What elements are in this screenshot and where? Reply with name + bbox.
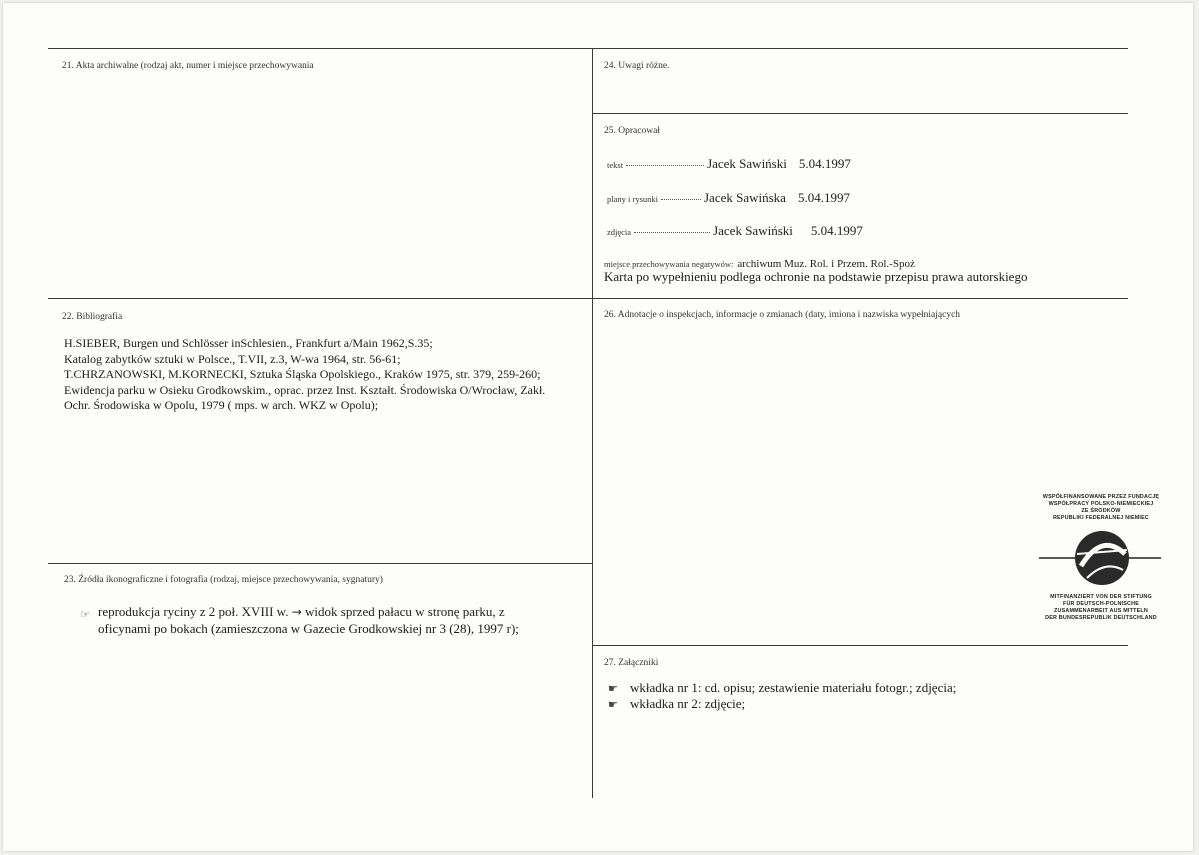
stamp-text-pl: WSPÓŁPRACY POLSKO-NIEMIECKIEJ <box>1048 501 1154 507</box>
author-name: Jacek Sawiński <box>713 223 793 238</box>
author-row-photos <box>607 222 863 240</box>
bibliography-line: T.CHRZANOWSKI, M.KORNECKI, Sztuka Śląska Opolskiego., Kraków 1975, str. 379, 259-260; <box>64 367 541 381</box>
hand-bullet-icon: ☛ <box>608 682 618 695</box>
iconography-line-1 <box>98 604 505 620</box>
stamp-text-pl: WSPÓŁFINANSOWANE PRZEZ FUNDACJĘ <box>1042 494 1160 500</box>
line-below-24 <box>592 113 1128 114</box>
stamp-text-de: MITFINANZIERT VON DER STIFTUNG <box>1050 594 1152 600</box>
stamp-text-pl: ZE ŚRODKÓW <box>1081 508 1121 514</box>
bibliography-list <box>64 336 545 414</box>
hand-bullet-icon: ☛ <box>608 698 618 711</box>
field-label: plany i rysunki <box>607 194 658 204</box>
section-26-label: 26. Adnotacje o inspekcjach, informacje o zmianach (daty, imiona i nazwiska wypełniających <box>604 310 961 320</box>
stamp-text-de: ZUSAMMENARBEIT AUS MITTELN <box>1054 608 1148 614</box>
arrow-right-icon: → <box>291 605 302 619</box>
author-name: Jacek Sawińska <box>704 190 786 205</box>
author-name: Jacek Sawiński <box>707 156 787 171</box>
section-23-label: 23. Źródła ikonograficzne i fotografia (rodzaj, miejsce przechowywania, sygnatury) <box>64 575 383 585</box>
center-divider-line <box>592 48 593 798</box>
hand-bullet-icon: ☞ <box>80 608 90 621</box>
field-label: tekst <box>607 160 624 170</box>
line-below-22 <box>48 563 592 564</box>
line-below-21-25 <box>48 298 1128 299</box>
section-25-label: 25. Opracował <box>604 126 660 136</box>
bibliography-line: Katalog zabytków sztuki w Polsce., T.VII, z.3, W-wa 1964, str. 56-61; <box>64 351 401 366</box>
stamp-text-de: FÜR DEUTSCH-POLNISCHE <box>1062 601 1140 607</box>
attachment-item: wkładka nr 2: zdjęcie; <box>630 696 746 711</box>
author-date: 5.04.1997 <box>797 190 850 205</box>
foundation-logo-icon <box>1017 526 1185 596</box>
section-27-label: 27. Załączniki <box>604 658 659 668</box>
bibliography-line: Ewidencja parku w Osieku Grodkowskim., oprac. przez Inst. Kształt. Środowiska O/Wrocław, Zakł. <box>64 382 546 397</box>
negatives-label: miejsce przechowywania negatywów: <box>604 259 734 269</box>
author-row-text <box>607 155 851 173</box>
author-date: 5.04.1997 <box>810 223 863 238</box>
bibliography-line: H.SIEBER, Burgen und Schlösser inSchlesien., Frankfurt a/Main 1962,S.35; <box>64 336 433 350</box>
stamp-text-de: DER BUNDESREPUBLIK DEUTSCHLAND <box>1045 615 1157 621</box>
attachment-item: wkładka nr 1: cd. opisu; zestawienie materiału fotogr.; zdjęcia; <box>630 680 957 695</box>
bibliography-line: Ochr. Środowiska w Opolu, 1979 ( mps. w arch. WKZ w Opolu); <box>64 398 379 412</box>
author-date: 5.04.1997 <box>798 156 851 171</box>
foundation-stamp <box>1017 478 1185 636</box>
line-above-27 <box>592 645 1128 646</box>
section-21-label: 21. Akta archiwalne (rodzaj akt, numer i miejsce przechowywania <box>62 61 314 71</box>
source-text: reprodukcja ryciny z 2 poł. XVIII w. <box>98 604 289 619</box>
author-row-plans <box>607 189 850 207</box>
source-text: widok sprzed pałacu w stronę parku, z <box>305 604 505 619</box>
copyright-notice: Karta po wypełnieniu podlega ochronie na podstawie przepisu prawa autorskiego <box>604 269 1028 284</box>
top-border-line <box>48 48 1128 49</box>
iconography-line-2: oficynami po bokach (zamieszczona w Gazecie Grodkowskiej nr 3 (28), 1997 r); <box>98 621 519 636</box>
document-sheet <box>3 3 1193 851</box>
negatives-value: archiwum Muz. Rol. i Przem. Rol.-Spoż <box>737 258 915 270</box>
stamp-text-pl: REPUBLIKI FEDERALNEJ NIEMIEC <box>1052 515 1150 521</box>
section-22-label: 22. Bibliografia <box>62 312 123 322</box>
field-label: zdjęcia <box>607 227 632 237</box>
section-24-label: 24. Uwagi różne. <box>604 61 670 71</box>
